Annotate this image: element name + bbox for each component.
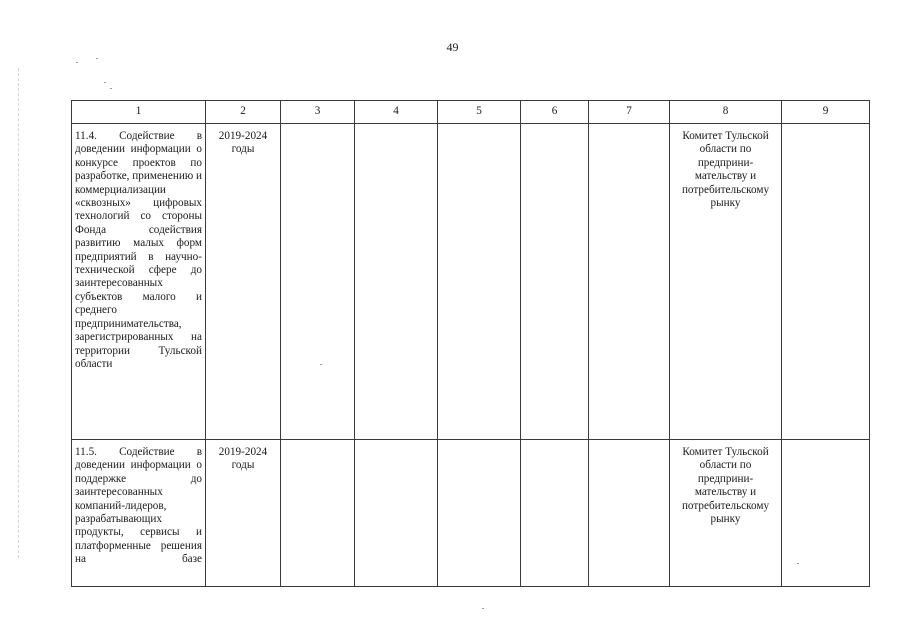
executor-cell: Комитет Тульской области по предприни-мательству и потребительскому рынку [670,124,782,440]
scan-speck [96,58,98,59]
scan-speck [76,62,78,63]
empty-cell [589,440,670,587]
header-cell: 8 [670,101,782,124]
plan-table [71,100,870,587]
header-cell: 5 [438,101,521,124]
header-cell: 3 [281,101,355,124]
empty-cell [281,124,355,440]
empty-cell [438,124,521,440]
scan-speck [104,82,106,83]
scan-speck [110,88,112,89]
empty-cell [438,440,521,587]
header-row [72,101,870,124]
header-cell: 4 [355,101,438,124]
activity-name-cell: 11.5. Содействие в доведении информации о поддержке до заинтересованных компаний-лидеров, разрабатывающих продукты, сервисы и платформенные решения на базе [72,440,206,587]
empty-cell [521,440,589,587]
scan-margin-marks [18,68,20,558]
period-cell: 2019-2024 годы [206,440,281,587]
header-cell: 7 [589,101,670,124]
executor-cell: Комитет Тульской области по предприни-мательству и потребительскому рынку [670,440,782,587]
scan-speck [482,608,484,609]
header-cell: 2 [206,101,281,124]
empty-cell [355,440,438,587]
empty-cell [281,440,355,587]
empty-cell [521,124,589,440]
activity-name-cell: 11.4. Содействие в доведении информации о конкурсе проектов по разработке, применению и коммерциализации «сквозных» цифровых технологий со стороны Фонда содействия развитию малых форм предприятий в научно-технической сфере до заинтересованных субъектов малого и среднего предпринимательства, зарегистрированных на территории Тульской области [72,124,206,440]
table-row [72,440,870,587]
header-cell: 1 [72,101,206,124]
empty-cell [355,124,438,440]
empty-cell [589,124,670,440]
period-cell: 2019-2024 годы [206,124,281,440]
empty-cell [782,440,870,587]
empty-cell [782,124,870,440]
page-number: 49 [446,40,459,54]
table-row [72,124,870,440]
header-cell: 9 [782,101,870,124]
header-cell: 6 [521,101,589,124]
